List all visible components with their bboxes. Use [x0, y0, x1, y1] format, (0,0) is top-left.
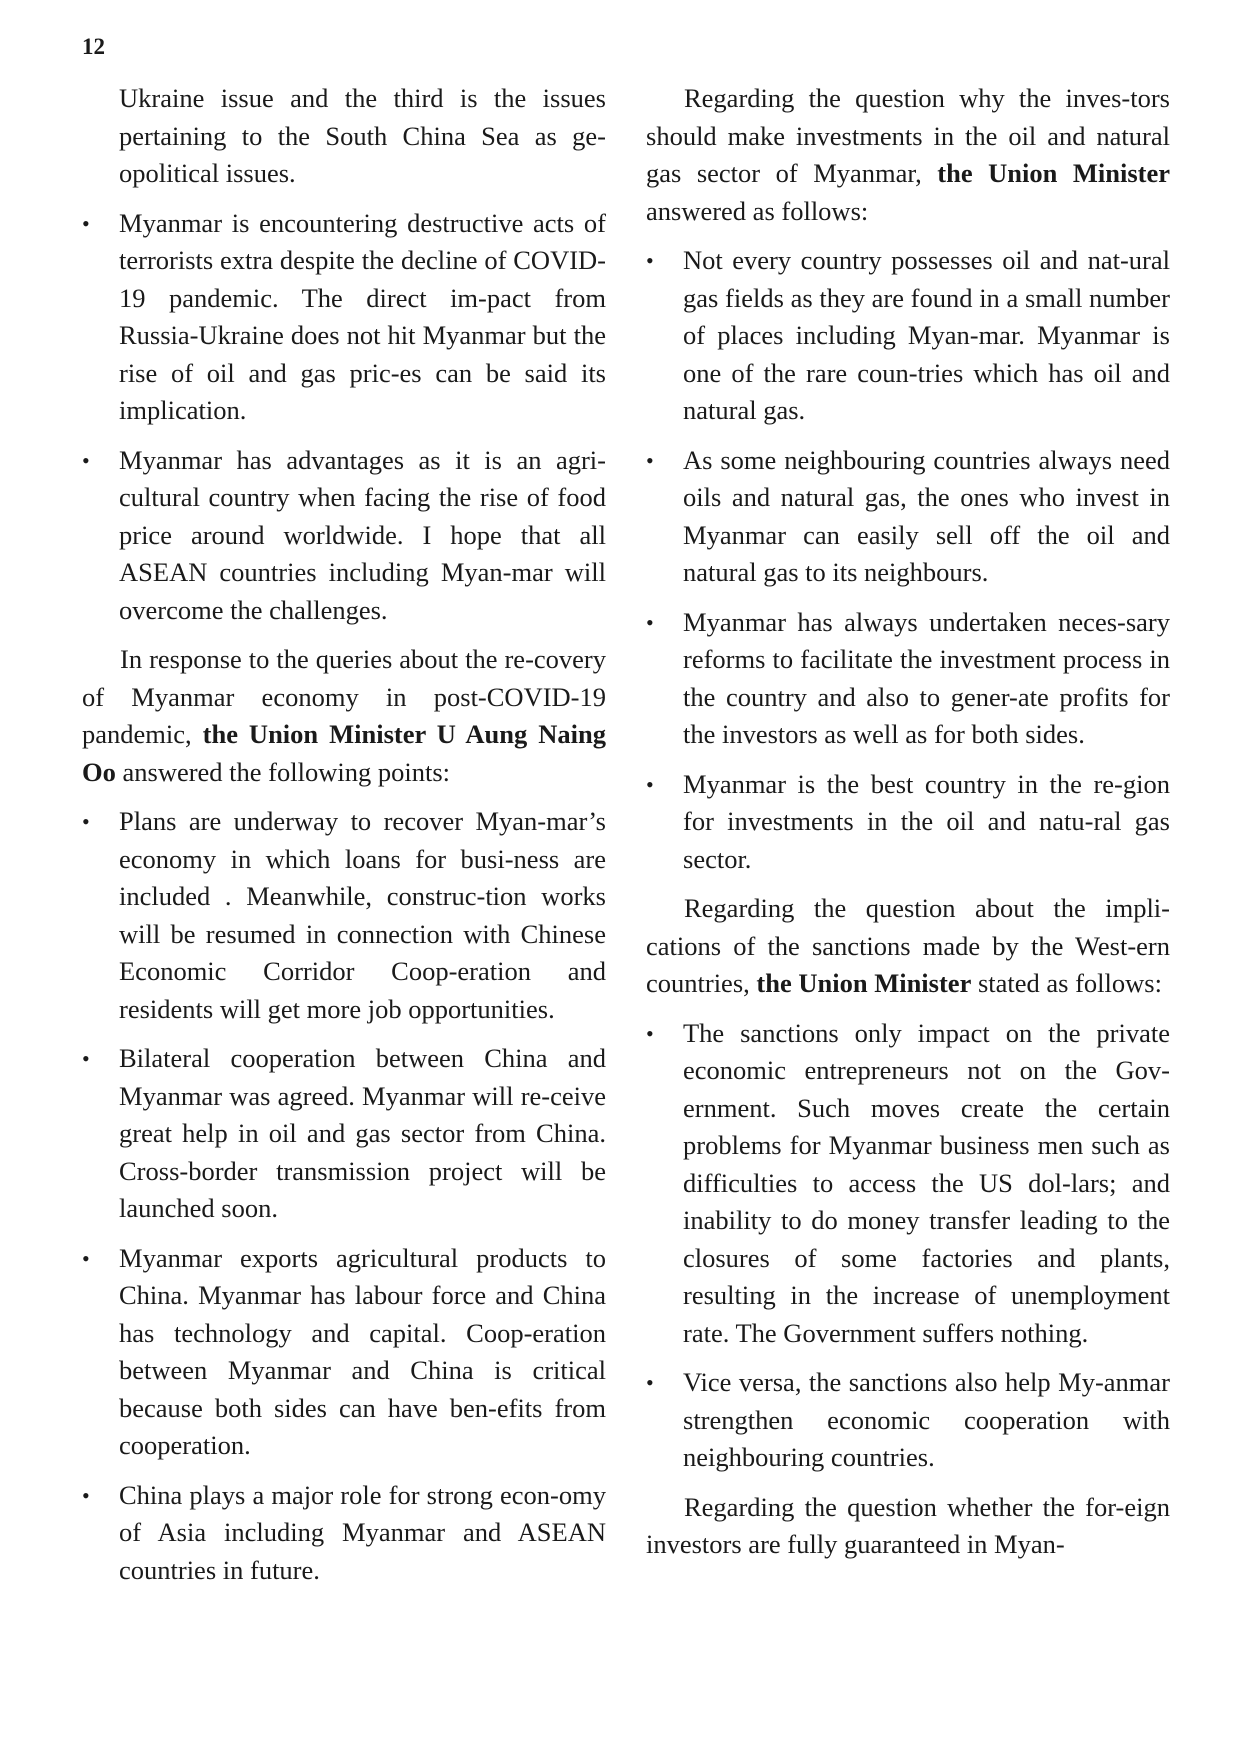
paragraph-continuation: Ukraine issue and the third is the issues pertaining to the South China Sea as ge-opolitical issues. — [119, 83, 606, 188]
bullet-list-challenges — [82, 205, 606, 630]
left-column — [82, 80, 606, 1601]
paragraph-text: Regarding the question about the impli-cations of the sanctions made by the West-ern countries, — [646, 893, 1170, 998]
bold-speaker: the Union Minister U Aung Naing Oo — [82, 719, 606, 787]
right-column — [646, 80, 1170, 1576]
page-number: 12 — [82, 34, 105, 59]
list-item: • Myanmar is the best country in the re-gion for investments in the oil and natu-ral gas sector. — [646, 766, 1170, 879]
paragraph-text: Regarding the question why the inves-tors should make investments in the oil and natural gas sector of Myanmar, — [646, 83, 1170, 188]
list-item: • The sanctions only impact on the private economic entrepreneurs not on the Gov-ernment. Such moves create the certain problems for Myanmar business men such as difficulties to access the US dol-lars; and inability to do money transfer leading to the closures of some factories and plants, resulting in the increase of unemployment rate. The Government suffers nothing. — [646, 1015, 1170, 1353]
list-item: • As some neighbouring countries always need oils and natural gas, the ones who invest in Myanmar can easily sell off the oil and natural gas to its neighbours. — [646, 442, 1170, 592]
list-item: • Myanmar has always undertaken neces-sary reforms to facilitate the investment process in the country and also to gener-ate profits for the investors as well as for both sides. — [646, 604, 1170, 754]
bullet-list-sanctions — [646, 1015, 1170, 1477]
paragraph-recovery — [82, 641, 606, 791]
list-item: • Bilateral cooperation between China and Myanmar was agreed. Myanmar will re-ceive great help in oil and gas sector from China. Cross-border transmission project will be launched soon. — [82, 1040, 606, 1228]
bold-speaker: the Union Minister — [756, 968, 972, 998]
bold-speaker: the Union Minister — [937, 158, 1170, 188]
list-item: • Myanmar exports agricultural products to China. Myanmar has labour force and China has technology and capital. Coop-eration between Myanmar and China is critical because both sides can have ben-efits from cooperation. — [82, 1240, 606, 1465]
paragraph-text: stated as follows: — [971, 968, 1162, 998]
paragraph-guarantee: Regarding the question whether the for-eign investors are fully guaranteed in Myan- — [646, 1491, 1170, 1559]
list-item: • Plans are underway to recover Myan-mar’s economy in which loans for busi-ness are included . Meanwhile, construc-tion works will be resumed in connection with Chinese Economic Corridor Coop-eration and residents will get more job opportunities. — [82, 803, 606, 1028]
list-item: • Myanmar is encountering destructive acts of terrorists extra despite the decline of COVID-19 pandemic. The direct im-pact from Russia-Ukraine does not hit Myanmar but the rise of oil and gas pric-es can be said its implication. — [82, 205, 606, 430]
list-item: • Myanmar has advantages as it is an agri-cultural country when facing the rise of food price around worldwide. I hope that all ASEAN countries including Myan-mar will overcome the challenges. — [82, 442, 606, 630]
paragraph-text: answered the following points: — [115, 756, 451, 787]
bullet-list-investment — [646, 242, 1170, 878]
list-item: • Not every country possesses oil and nat-ural gas fields as they are found in a small number of places including Myan-mar. Myanmar is one of the rare coun-tries which has oil and natural gas. — [646, 242, 1170, 430]
bullet-list-recovery — [82, 803, 606, 1589]
paragraph-sanctions — [646, 890, 1170, 1003]
paragraph-investors — [646, 80, 1170, 230]
paragraph-text: answered as follows: — [646, 195, 869, 226]
list-item: • Vice versa, the sanctions also help My-anmar strengthen economic cooperation with neighbouring countries. — [646, 1364, 1170, 1477]
list-item: • China plays a major role for strong econ-omy of Asia including Myanmar and ASEAN countries in future. — [82, 1477, 606, 1590]
paragraph-text: In response to the queries about the re-covery of Myanmar economy in post-COVID-19 pandemic, — [82, 644, 606, 749]
